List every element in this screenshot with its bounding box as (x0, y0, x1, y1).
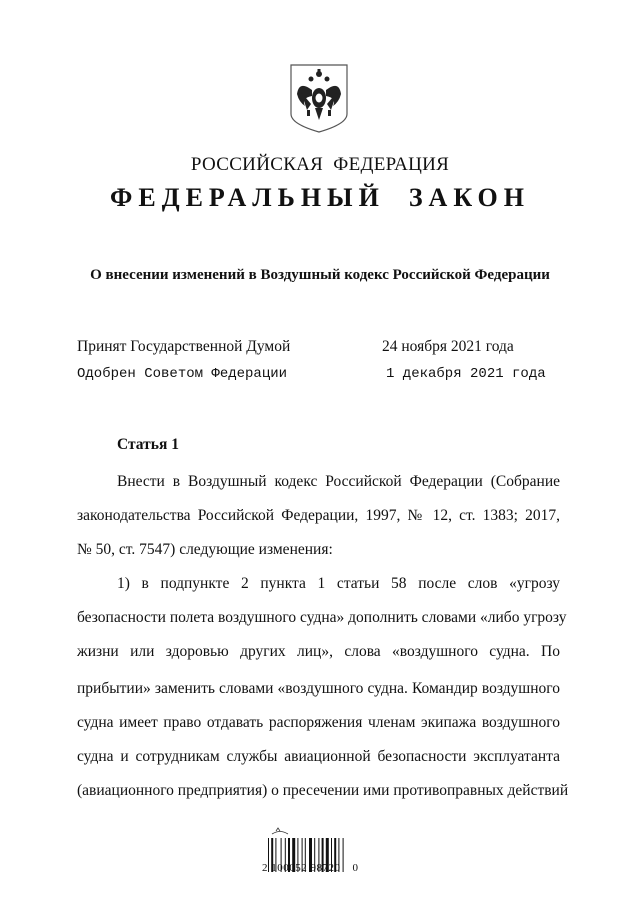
item1-line: 1) в подпункте 2 пункта 1 статьи 58 после слов «угрозу (117, 575, 560, 592)
council-approval-date: 1 декабря 2021 года (386, 366, 546, 382)
council-approval-label: Одобрен Советом Федерации (77, 366, 288, 382)
barcode-check-digit: 0 (352, 862, 359, 874)
item1-line: безопасности полета воздушного судна» дополнить словами «либо угрозу (77, 609, 567, 626)
article-intro-line: законодательства Российской Федерации, 1997, № 12, ст. 1383; 2017, (77, 507, 560, 524)
barcode-number (262, 862, 359, 874)
item1-line: прибытии» заменить словами «воздушного судна. Командир воздушного (77, 680, 560, 697)
document-type-word1: ФЕДЕРАЛЬНЫЙ (110, 183, 385, 212)
item1-line: жизни или здоровью других лиц», слова «воздушного судна. По (77, 643, 560, 660)
duma-adoption-date: 24 ноября 2021 года (382, 338, 514, 355)
article-intro-line: № 50, ст. 7547) следующие изменения: (77, 541, 333, 558)
item1-line: судна имеет право отдавать распоряжения членам экипажа воздушного (77, 714, 560, 731)
duma-adoption-label: Принят Государственной Думой (77, 338, 291, 355)
law-subject-title: О внесении изменений в Воздушный кодекс Российской Федерации (90, 267, 550, 283)
document-type-word2: ЗАКОН (408, 183, 530, 212)
article-title: Статья 1 (117, 436, 179, 453)
coat-of-arms-icon (287, 62, 351, 134)
item1-line: (авиационного предприятия) о пресечении ими противоправных действий (77, 782, 569, 799)
article-intro-line: Внести в Воздушный кодекс Российской Федерации (Собрание (117, 473, 560, 490)
country-heading: РОССИЙСКАЯ ФЕДЕРАЦИЯ (190, 154, 450, 175)
item1-line: судна и сотрудникам службы авиационной безопасности эксплуатанта (77, 748, 560, 765)
document-type-heading (0, 183, 640, 213)
barcode-number-main: 2 100052 98720 (262, 862, 341, 874)
